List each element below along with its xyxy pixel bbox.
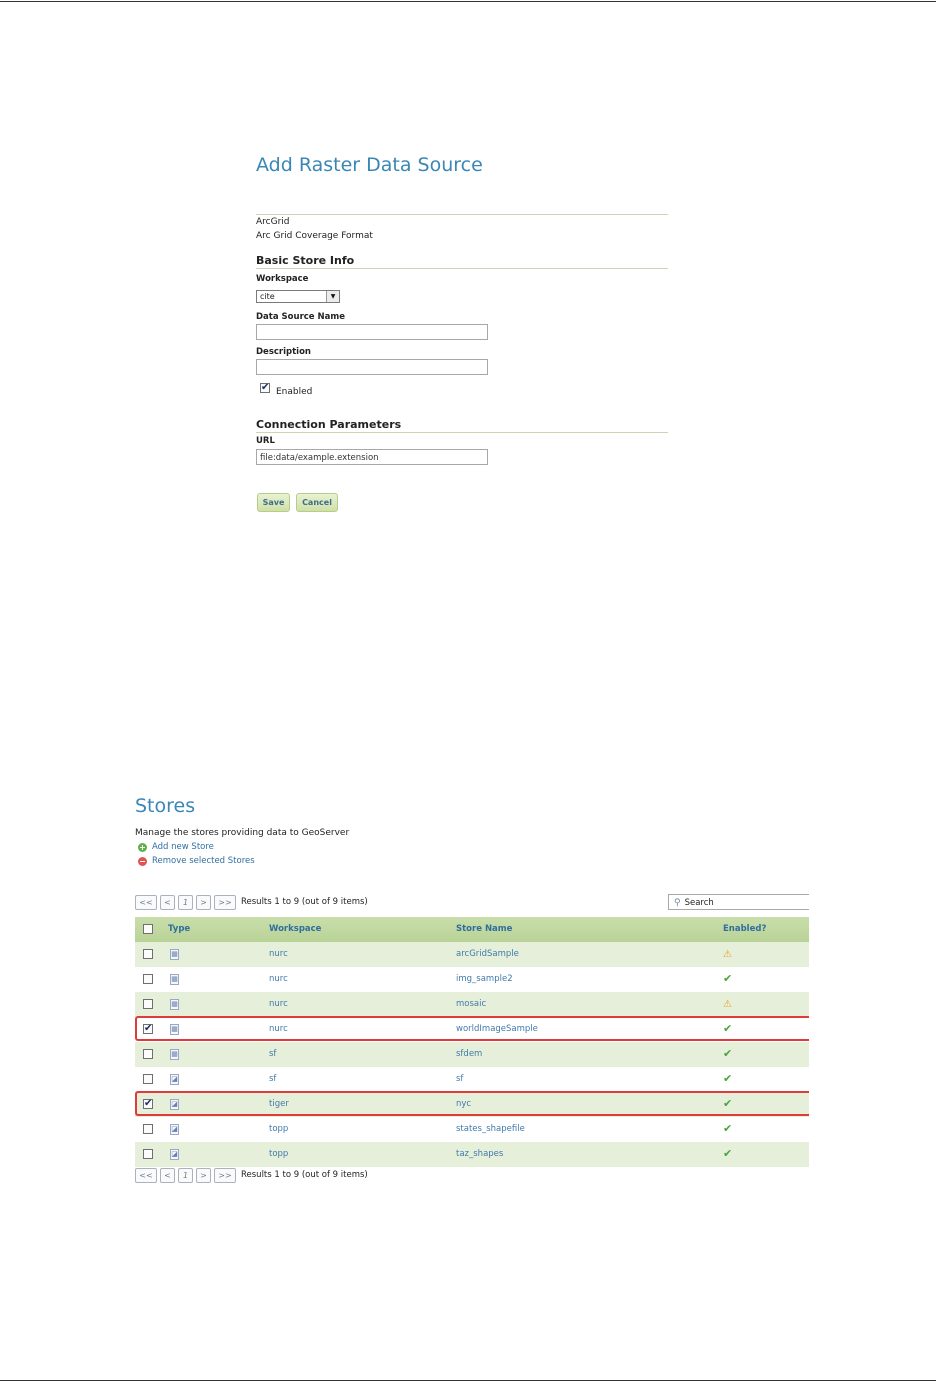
- check-icon: ✔: [723, 1147, 733, 1160]
- store-name-link[interactable]: worldImageSample: [456, 1024, 538, 1034]
- table-row: [135, 942, 809, 967]
- store-name-link[interactable]: states_shapefile: [456, 1124, 525, 1134]
- basic-store-info-heading: Basic Store Info: [256, 254, 355, 267]
- workspace-link[interactable]: nurc: [269, 974, 288, 984]
- page-1-button[interactable]: 1: [178, 895, 193, 910]
- page-1-button[interactable]: 1: [178, 1168, 193, 1183]
- pager-bottom: [135, 1168, 368, 1182]
- workspace-select-value: cite: [260, 292, 275, 301]
- check-icon: ✔: [723, 1122, 733, 1135]
- vector-store-icon: ◪: [171, 1150, 178, 1158]
- workspace-select[interactable]: [256, 290, 340, 303]
- row-checkbox[interactable]: [143, 1149, 153, 1159]
- pager-top: [135, 895, 368, 909]
- connection-parameters-heading: Connection Parameters: [256, 418, 402, 431]
- check-icon: ✔: [723, 1097, 733, 1110]
- raster-store-icon: ▦: [171, 975, 178, 983]
- raster-store-icon: ▦: [171, 1025, 178, 1033]
- remove-selected-stores-link[interactable]: [138, 856, 255, 866]
- format-description: Arc Grid Coverage Format: [256, 231, 373, 241]
- store-name-link[interactable]: taz_shapes: [456, 1149, 504, 1159]
- next-page-button[interactable]: >: [196, 895, 211, 910]
- stores-description: Manage the stores providing data to GeoServer: [135, 828, 350, 838]
- warning-icon: ⚠: [723, 999, 732, 1010]
- table-header: [135, 917, 809, 942]
- remove-selected-stores-label: Remove selected Stores: [152, 856, 255, 866]
- next-page-button[interactable]: >: [196, 1168, 211, 1183]
- vector-store-icon: ◪: [171, 1100, 178, 1108]
- select-all-checkbox[interactable]: [143, 924, 153, 934]
- remove-icon: −: [139, 856, 146, 866]
- workspace-link[interactable]: tiger: [269, 1099, 289, 1109]
- add-new-store-label: Add new Store: [152, 842, 214, 852]
- data-source-name-label: Data Source Name: [256, 312, 345, 322]
- store-name-link[interactable]: sf: [456, 1074, 464, 1084]
- raster-store-icon: ▦: [171, 1000, 178, 1008]
- column-store-name[interactable]: Store Name: [456, 924, 513, 934]
- stores-title: Stores: [135, 795, 196, 817]
- search-placeholder: Search: [684, 898, 714, 908]
- format-name: ArcGrid: [256, 217, 290, 227]
- row-checkbox[interactable]: [143, 949, 153, 959]
- last-page-button[interactable]: >>: [214, 895, 236, 910]
- store-name-link[interactable]: mosaic: [456, 999, 487, 1009]
- results-summary: Results 1 to 9 (out of 9 items): [241, 1170, 368, 1180]
- data-source-name-input[interactable]: [256, 324, 488, 340]
- workspace-link[interactable]: sf: [269, 1074, 277, 1084]
- url-label: URL: [256, 436, 275, 446]
- check-icon: ✔: [723, 1022, 733, 1035]
- search-input[interactable]: [668, 894, 809, 910]
- vector-store-icon: ◪: [171, 1075, 178, 1083]
- prev-page-button[interactable]: <: [160, 895, 175, 910]
- column-type[interactable]: Type: [168, 924, 191, 934]
- add-icon: +: [139, 842, 146, 852]
- connection-divider: [256, 432, 668, 433]
- workspace-link[interactable]: topp: [269, 1124, 289, 1134]
- check-icon: ✔: [723, 972, 733, 985]
- page-title: Add Raster Data Source: [256, 154, 483, 176]
- save-button[interactable]: Save: [257, 493, 290, 512]
- store-name-link[interactable]: sfdem: [456, 1049, 483, 1059]
- column-workspace[interactable]: Workspace: [269, 924, 322, 934]
- row-checkbox[interactable]: [143, 1049, 153, 1059]
- check-icon: ✔: [723, 1072, 733, 1085]
- description-label: Description: [256, 347, 311, 357]
- basic-divider: [256, 268, 668, 269]
- store-name-link[interactable]: arcGridSample: [456, 949, 519, 959]
- raster-store-icon: ▦: [171, 1050, 178, 1058]
- check-icon: ✔: [723, 1047, 733, 1060]
- page-bottom-rule: [0, 1380, 936, 1381]
- raster-store-icon: ▦: [171, 950, 178, 958]
- workspace-link[interactable]: nurc: [269, 999, 288, 1009]
- row-checkbox[interactable]: [143, 1124, 153, 1134]
- row-checkbox-checked[interactable]: ✔: [144, 1023, 153, 1034]
- prev-page-button[interactable]: <: [160, 1168, 175, 1183]
- row-checkbox-checked[interactable]: ✔: [144, 1098, 153, 1109]
- table-row: [135, 1092, 809, 1117]
- workspace-label: Workspace: [256, 274, 309, 284]
- last-page-button[interactable]: >>: [214, 1168, 236, 1183]
- column-enabled[interactable]: Enabled?: [723, 924, 767, 934]
- title-divider: [256, 214, 668, 215]
- workspace-link[interactable]: nurc: [269, 1024, 288, 1034]
- row-checkbox[interactable]: [143, 999, 153, 1009]
- add-new-store-link[interactable]: [138, 842, 214, 852]
- table-row: [135, 1067, 809, 1092]
- chevron-down-icon[interactable]: ▼: [326, 291, 339, 302]
- enabled-checkbox[interactable]: ✔: [261, 382, 270, 393]
- search-icon: ⚲: [674, 898, 681, 908]
- first-page-button[interactable]: <<: [135, 1168, 157, 1183]
- workspace-link[interactable]: sf: [269, 1049, 277, 1059]
- table-row: [135, 1017, 809, 1042]
- row-checkbox[interactable]: [143, 974, 153, 984]
- cancel-button[interactable]: Cancel: [296, 493, 338, 512]
- first-page-button[interactable]: <<: [135, 895, 157, 910]
- warning-icon: ⚠: [723, 949, 732, 960]
- table-row: [135, 1117, 809, 1142]
- store-name-link[interactable]: img_sample2: [456, 974, 513, 984]
- row-checkbox[interactable]: [143, 1074, 153, 1084]
- table-row: [135, 992, 809, 1017]
- vector-store-icon: ◪: [171, 1125, 178, 1133]
- store-name-link[interactable]: nyc: [456, 1099, 472, 1109]
- enabled-label: Enabled: [276, 387, 313, 397]
- table-row: [135, 1042, 809, 1067]
- results-summary: Results 1 to 9 (out of 9 items): [241, 897, 368, 907]
- workspace-link[interactable]: nurc: [269, 949, 288, 959]
- table-row: [135, 1142, 809, 1167]
- page-top-rule: [0, 1, 936, 2]
- table-row: [135, 967, 809, 992]
- url-input[interactable]: file:data/example.extension: [256, 449, 488, 465]
- workspace-link[interactable]: topp: [269, 1149, 289, 1159]
- description-input[interactable]: [256, 359, 488, 375]
